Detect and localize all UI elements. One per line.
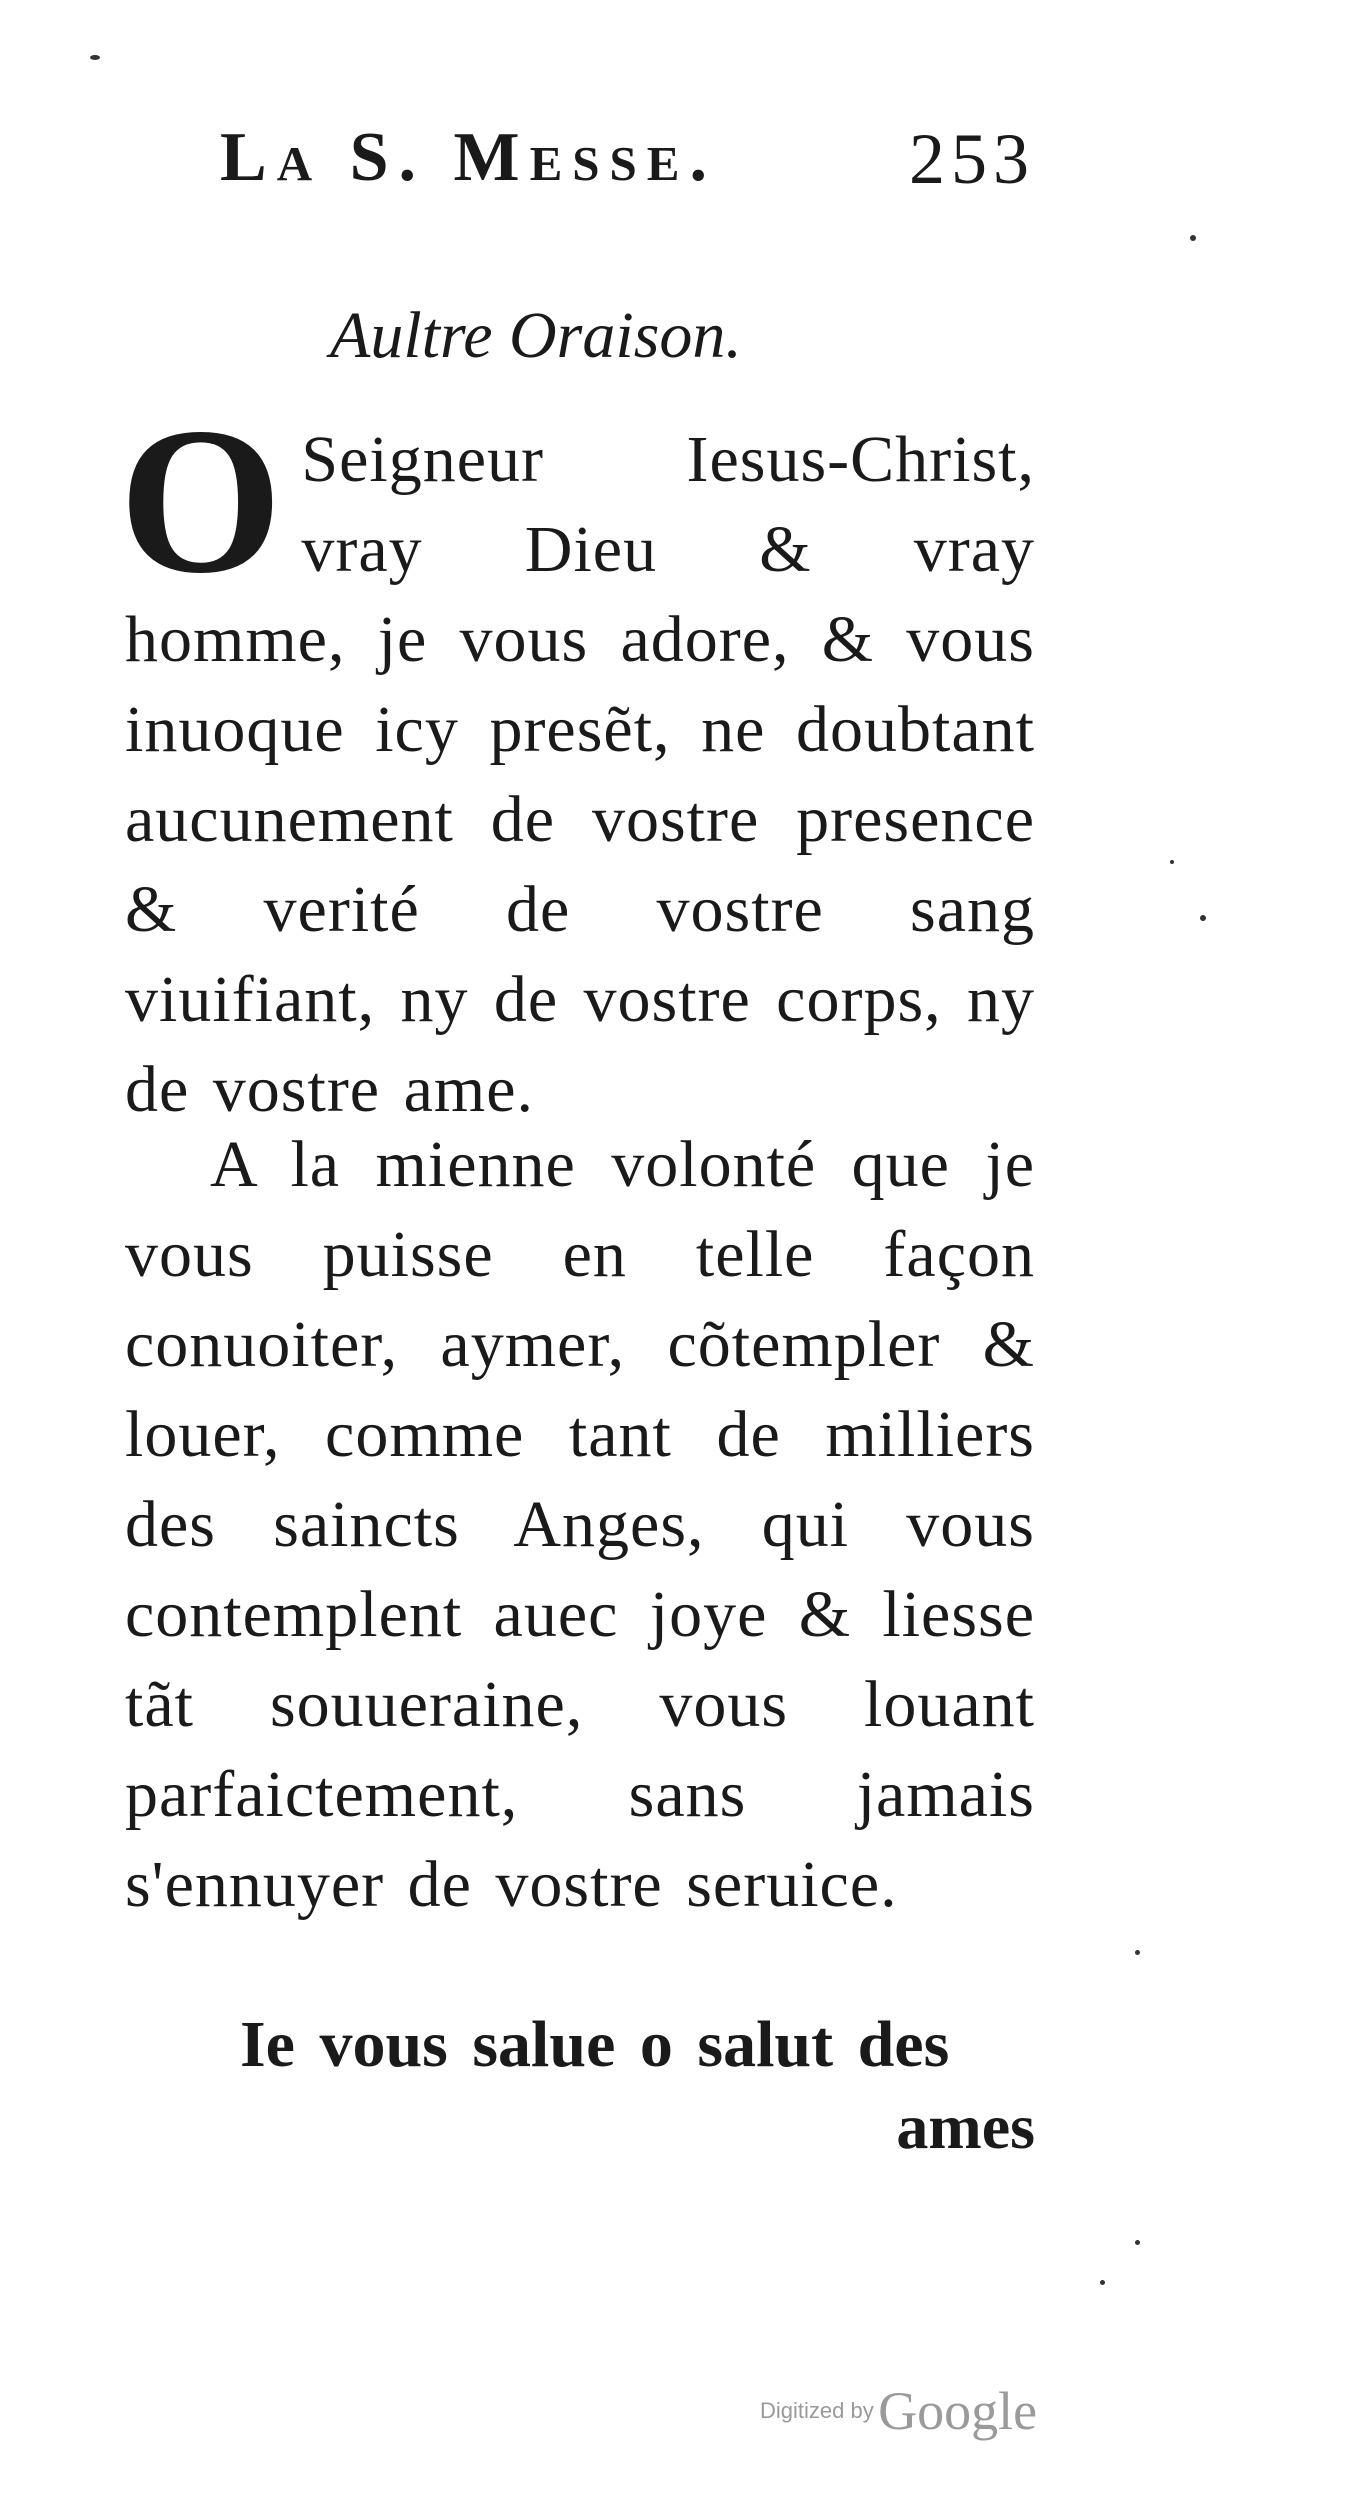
google-logo: Google bbox=[878, 2381, 1038, 2441]
ink-speck bbox=[1135, 2240, 1140, 2245]
prayer-heading: Aultre Oraison. bbox=[330, 299, 742, 372]
ink-speck bbox=[90, 55, 100, 60]
digitization-watermark bbox=[760, 2380, 1037, 2442]
catchword: ames bbox=[896, 2091, 1035, 2162]
ink-speck bbox=[1100, 2280, 1105, 2285]
drop-cap: O bbox=[119, 385, 284, 617]
ink-speck bbox=[1170, 860, 1174, 864]
paragraph-2: A la mienne volonté que je vous puisse en telle façon conuoiter, aymer, cõtempler & louer, comme tant de milliers des saincts Anges, qui vous contemplent auec joye & liesse tãt souueraine, vous louant parfaictement, sans jamais s'ennuyer de vostre seruice. bbox=[125, 1128, 1035, 1921]
page-number: 253 bbox=[909, 119, 1035, 199]
ink-speck bbox=[1200, 915, 1206, 921]
paragraph-3: Ie vous salue o salut des bbox=[240, 2008, 950, 2081]
running-header bbox=[220, 118, 1035, 208]
running-title: La S. Messe. bbox=[220, 119, 717, 196]
paragraph-1-text: Seigneur Iesus-Christ, vray Dieu & vray homme, je vous adore, & vous inuoque icy presẽt, ne doubtant aucunement de vostre presence & verité de vostre sang viuifiant, ny de vostre corps, ny de vostre ame. bbox=[125, 423, 1035, 1126]
paragraph-1 bbox=[119, 385, 1035, 1135]
watermark-prefix: Digitized by bbox=[760, 2398, 874, 2423]
ink-speck bbox=[1190, 235, 1196, 241]
ink-speck bbox=[1135, 1950, 1140, 1955]
